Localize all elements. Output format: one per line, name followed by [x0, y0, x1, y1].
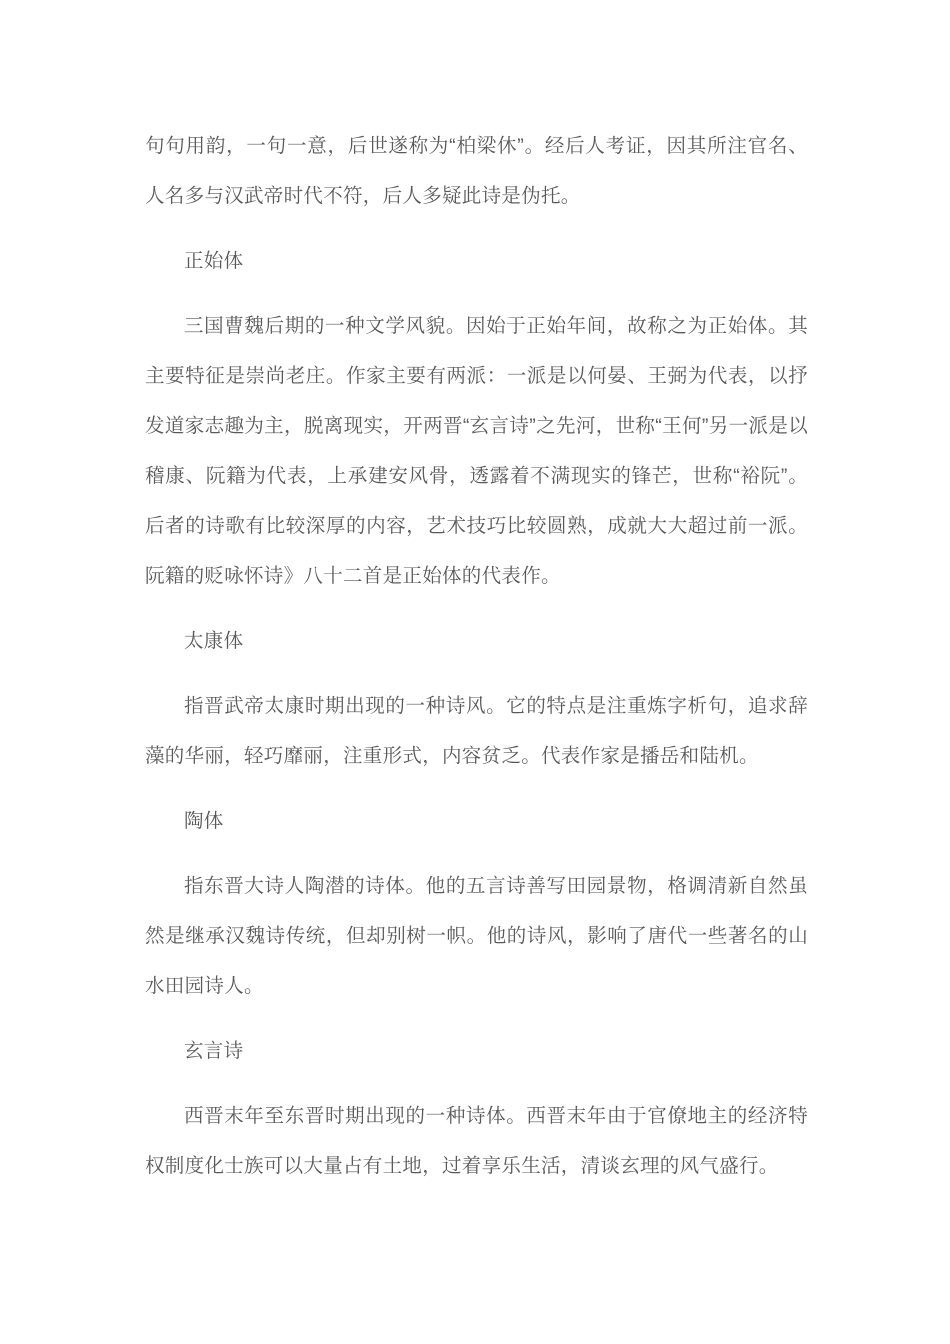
document-body [145, 121, 808, 1191]
para-taoti: 指东晋大诗人陶潜的诗体。他的五言诗善写田园景物，格调清新自然虽然是继承汉魏诗传统，但却别树一帜。他的诗风，影响了唐代一些著名的山水田园诗人。 [145, 875, 808, 997]
heading-xuanyanshi: 玄言诗 [184, 1040, 244, 1062]
para-taikangti: 指晋武帝太康时期出现的一种诗风。它的特点是注重炼字析句，追求辞藻的华丽，轻巧靡丽，注重形式，内容贫乏。代表作家是播岳和陆机。 [145, 695, 808, 767]
heading-taoti: 陶体 [184, 810, 224, 832]
para-bailiang-continued: 句句用韵，一句一意，后世遂称为“柏梁休”。经后人考证，因其所注官名、人名多与汉武帝时代不符，后人多疑此诗是伪托。 [145, 135, 808, 207]
heading-taikangti: 太康体 [184, 630, 244, 652]
para-zhengshiti: 三国曹魏后期的一种文学风貌。因始于正始年间，故称之为正始体。其主要特征是崇尚老庄。作家主要有两派：一派是以何晏、王弼为代表，以抒发道家志趣为主，脱离现实，开两晋“玄言诗”之先河，世称“王何”另一派是以稽康、阮籍为代表，上承建安风骨，透露着不满现实的锋芒，世称“裕阮”。后者的诗歌有比较深厚的内容，艺术技巧比较圆熟，成就大大超过前一派。阮籍的贬咏怀诗》八十二首是正始体的代表作。 [145, 315, 808, 587]
para-xuanyanshi: 西晋末年至东晋时期出现的一种诗体。西晋末年由于官僚地主的经济特权制度化士族可以大量占有土地，过着享乐生活，清谈玄理的风气盛行。 [145, 1105, 808, 1177]
heading-zhengshiti: 正始体 [184, 250, 244, 272]
